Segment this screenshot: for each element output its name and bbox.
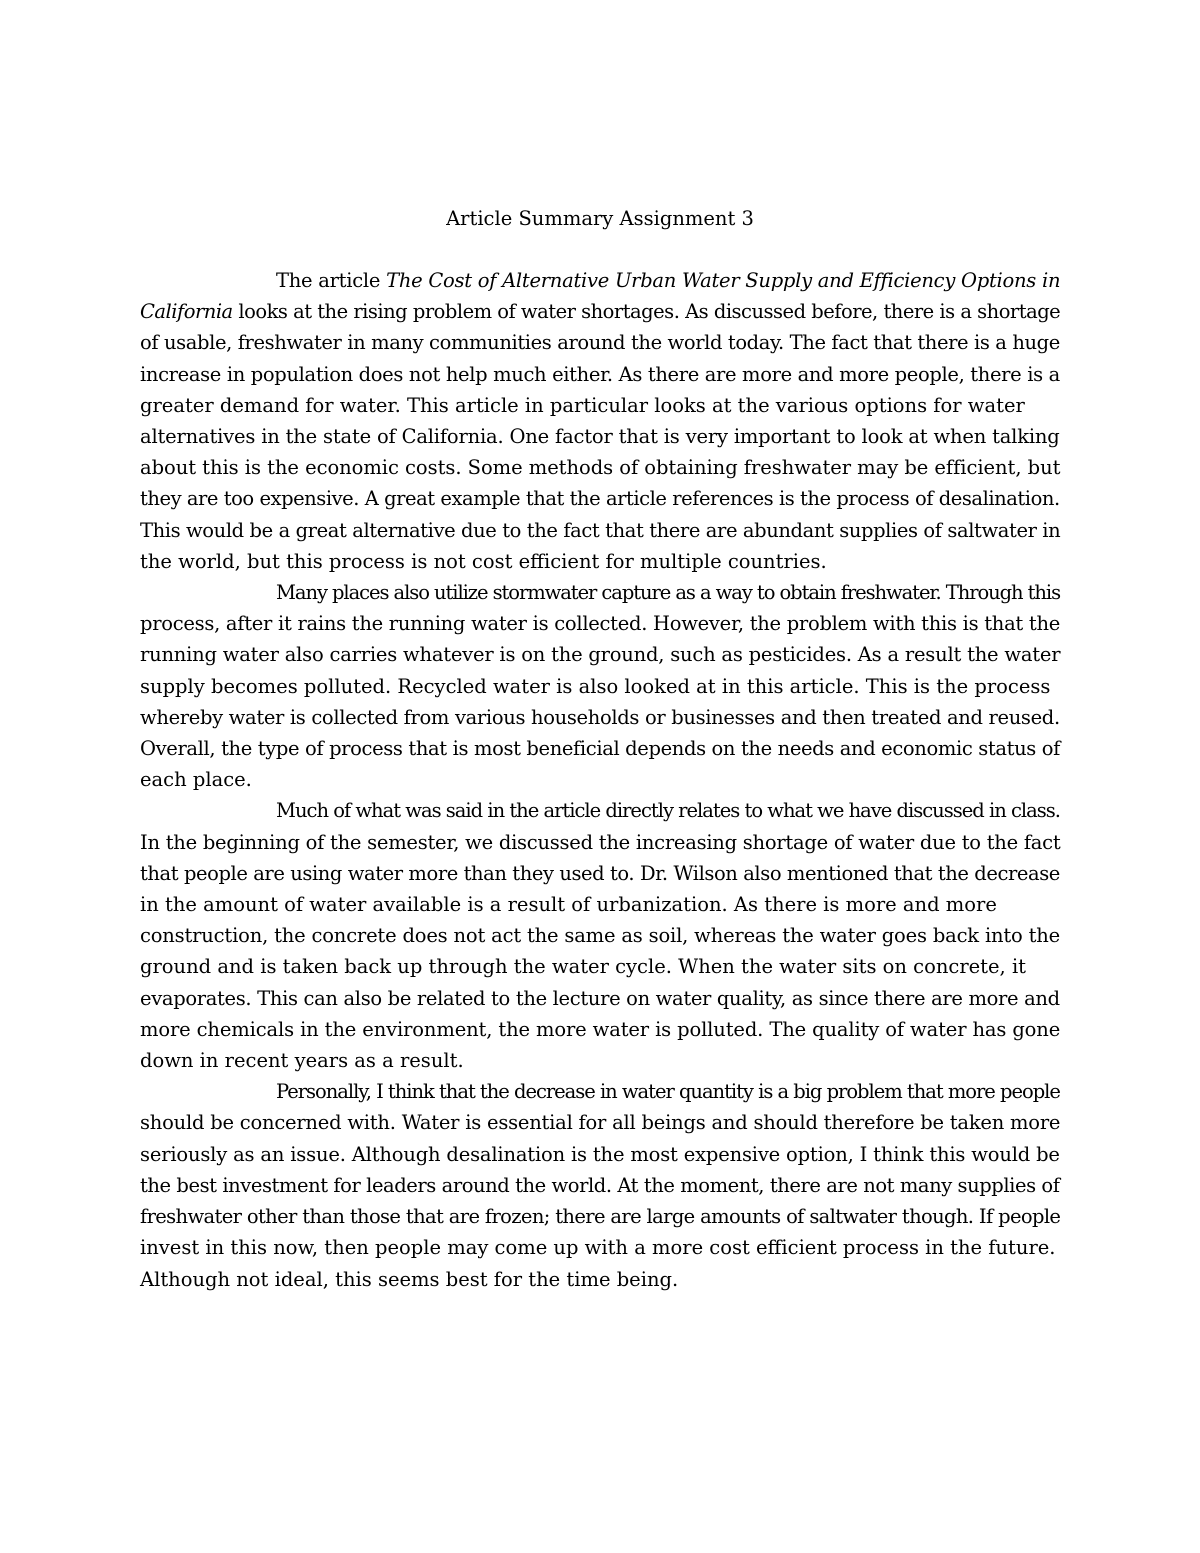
text-line bbox=[140, 764, 1060, 795]
line-text: freshwater other than those that are frozen; there are large amounts of saltwater though. If people bbox=[140, 1205, 1061, 1229]
text-line bbox=[140, 1170, 1060, 1201]
text-line bbox=[140, 577, 1060, 608]
line-text: evaporates. This can also be related to the lecture on water quality, as since there are more and bbox=[140, 986, 1060, 1010]
text-line bbox=[140, 702, 1060, 733]
text-line bbox=[140, 327, 1060, 358]
text-line bbox=[140, 858, 1060, 889]
line-text: invest in this now, then people may come up with a more cost efficient process in the future. bbox=[140, 1236, 1056, 1260]
text-line bbox=[140, 1076, 1060, 1107]
text-line bbox=[140, 951, 1060, 982]
line-text: the best investment for leaders around the world. At the moment, there are not many supplies of bbox=[140, 1173, 1060, 1197]
line-text: running water also carries whatever is on the ground, such as pesticides. As a result the water bbox=[140, 643, 1061, 667]
text-line bbox=[140, 546, 1060, 577]
line-text: alternatives in the state of California. One factor that is very important to look at when talking bbox=[140, 425, 1060, 449]
line-text: of usable, freshwater in many communities around the world today. The fact that there is a huge bbox=[140, 331, 1060, 355]
text-line bbox=[140, 889, 1060, 920]
text-line bbox=[140, 1107, 1060, 1138]
line-text: more chemicals in the environment, the more water is polluted. The quality of water has gone bbox=[140, 1017, 1061, 1041]
text-line bbox=[140, 795, 1060, 826]
text-line bbox=[140, 296, 1060, 327]
text-line bbox=[140, 671, 1060, 702]
line-text: Much of what was said in the article directly relates to what we have discussed in class. bbox=[276, 799, 1060, 823]
text-line bbox=[140, 1045, 1060, 1076]
line-text: greater demand for water. This article in particular looks at the various options for water bbox=[140, 393, 1025, 417]
document-title: Article Summary Assignment 3 bbox=[446, 207, 754, 230]
paragraph bbox=[140, 795, 1060, 1076]
line-text: the world, but this process is not cost efficient for multiple countries. bbox=[140, 549, 827, 573]
paragraph bbox=[140, 265, 1060, 577]
article-title-italic: California bbox=[140, 300, 233, 324]
text-line bbox=[140, 452, 1060, 483]
text-line bbox=[140, 983, 1060, 1014]
text-line bbox=[140, 1139, 1060, 1170]
line-text: Personally, I think that the decrease in water quantity is a big problem that more people bbox=[276, 1080, 1060, 1104]
text-line bbox=[140, 639, 1060, 670]
line-text: they are too expensive. A great example that the article references is the process of desalination. bbox=[140, 487, 1060, 511]
line-text: in the amount of water available is a result of urbanization. As there is more and more bbox=[140, 893, 997, 917]
line-text: Many places also utilize stormwater capture as a way to obtain freshwater. Through this bbox=[276, 581, 1061, 605]
line-text: construction, the concrete does not act the same as soil, whereas the water goes back into the bbox=[140, 924, 1061, 948]
text-line bbox=[140, 1014, 1060, 1045]
line-text: This would be a great alternative due to the fact that there are abundant supplies of saltwater in bbox=[140, 518, 1061, 542]
line-text: In the beginning of the semester, we discussed the increasing shortage of water due to the fact bbox=[140, 830, 1061, 854]
line-text: each place. bbox=[140, 768, 252, 792]
text-line bbox=[140, 608, 1060, 639]
line-text: The article bbox=[276, 269, 387, 292]
line-text: ground and is taken back up through the water cycle. When the water sits on concrete, it bbox=[140, 955, 1027, 979]
text-line bbox=[140, 515, 1060, 546]
text-line bbox=[140, 1201, 1060, 1232]
line-text: supply becomes polluted. Recycled water is also looked at in this article. This is the process bbox=[140, 674, 1051, 698]
line-text: Overall, the type of process that is most beneficial depends on the needs and economic status of bbox=[140, 737, 1060, 761]
line-text: whereby water is collected from various households or businesses and then treated and reused. bbox=[140, 705, 1060, 729]
text-line bbox=[140, 359, 1060, 390]
text-line bbox=[140, 827, 1060, 858]
line-text: that people are using water more than they used to. Dr. Wilson also mentioned that the decrease bbox=[140, 861, 1060, 885]
line-text: about this is the economic costs. Some methods of obtaining freshwater may be efficient, but bbox=[140, 456, 1061, 480]
line-text: increase in population does not help much either. As there are more and more people, there is a bbox=[140, 362, 1060, 386]
text-line bbox=[140, 483, 1060, 514]
line-text: should be concerned with. Water is essential for all beings and should therefore be taken more bbox=[140, 1111, 1061, 1135]
article-title-italic: The Cost of Alternative Urban Water Supply and Efficiency Options in bbox=[386, 269, 1061, 292]
text-line bbox=[140, 920, 1060, 951]
line-text: Although not ideal, this seems best for the time being. bbox=[140, 1267, 679, 1291]
text-line bbox=[140, 265, 1060, 296]
document-body bbox=[140, 265, 1060, 1295]
text-line bbox=[140, 1264, 1060, 1295]
text-line bbox=[140, 390, 1060, 421]
paragraph bbox=[140, 1076, 1060, 1294]
line-text: process, after it rains the running water is collected. However, the problem with this is that the bbox=[140, 612, 1061, 636]
text-line bbox=[140, 421, 1060, 452]
line-text: seriously as an issue. Although desalination is the most expensive option, I think this would be bbox=[140, 1142, 1060, 1166]
text-line bbox=[140, 1232, 1060, 1263]
line-text: looks at the rising problem of water shortages. As discussed before, there is a shortage bbox=[232, 300, 1061, 324]
line-text: down in recent years as a result. bbox=[140, 1049, 464, 1073]
text-line bbox=[140, 733, 1060, 764]
paragraph bbox=[140, 577, 1060, 795]
